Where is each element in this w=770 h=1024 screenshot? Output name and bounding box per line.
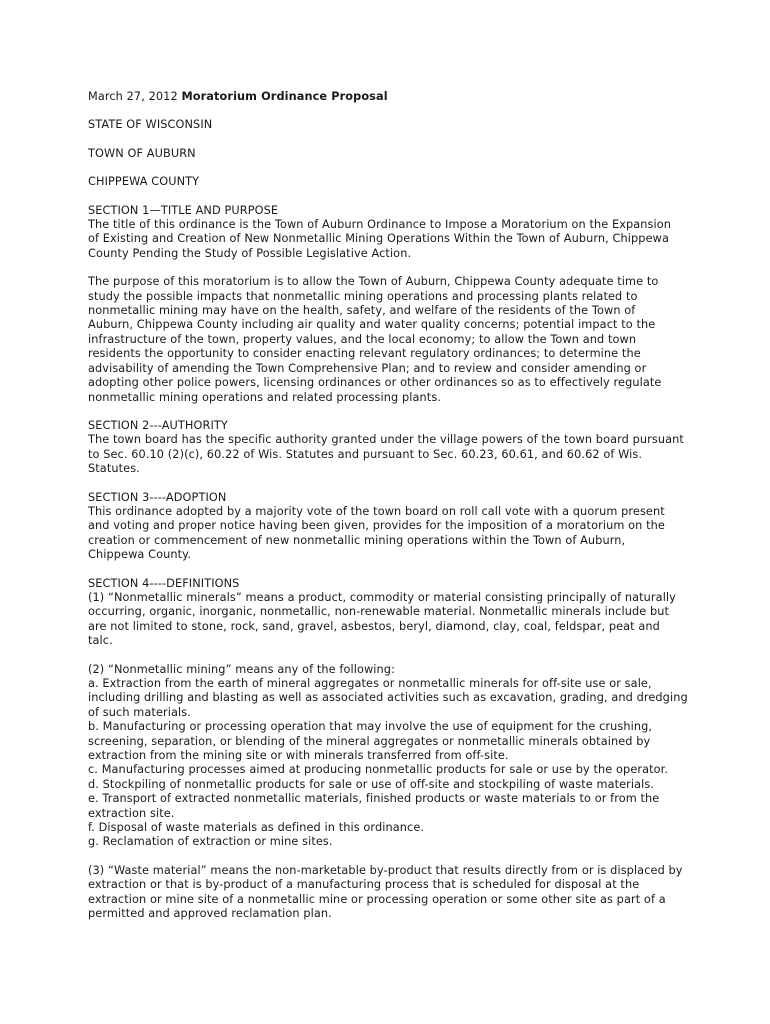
paragraph-line: County Pending the Study of Possible Legislative Action. xyxy=(88,246,412,260)
paragraph-line: of Existing and Creation of New Nonmetallic Mining Operations Within the Town of Auburn, Chippewa xyxy=(88,232,669,246)
definition-line: including drilling and blasting as well as associated activities such as excavation, grading, and dredging xyxy=(88,691,688,705)
definition-line: (2) “Nonmetallic mining” means any of the following: xyxy=(88,662,395,676)
section-heading: SECTION 2---AUTHORITY xyxy=(88,418,228,432)
definition-line: c. Manufacturing processes aimed at producing nonmetallic products for sale or use by the operator. xyxy=(88,763,669,777)
paragraph-line: residents the opportunity to consider enacting relevant regulatory ordinances; to determine the xyxy=(88,347,641,361)
section-1 xyxy=(88,204,688,262)
town-name: TOWN OF AUBURN xyxy=(88,146,196,160)
paragraph-line: study the possible impacts that nonmetallic mining operations and processing plants related to xyxy=(88,289,638,303)
definition-nonmetallic-mining xyxy=(88,663,688,850)
definition-line: extraction from the mining site or with minerals transferred from off-site. xyxy=(88,749,509,763)
paragraph-line: The purpose of this moratorium is to allow the Town of Auburn, Chippewa County adequate time to xyxy=(88,275,659,289)
section-2 xyxy=(88,419,688,477)
paragraph-line: infrastructure of the town, property values, and the local economy; to allow the Town and town xyxy=(88,332,637,346)
section-3 xyxy=(88,491,688,563)
definition-line: talc. xyxy=(88,634,113,648)
definition-line: extraction site. xyxy=(88,806,175,820)
section-4 xyxy=(88,577,688,649)
section-heading: SECTION 4----DEFINITIONS xyxy=(88,576,240,590)
definition-line: occurring, organic, inorganic, nonmetallic, non-renewable material. Nonmetallic minerals include but xyxy=(88,605,670,619)
definition-line: of such materials. xyxy=(88,705,191,719)
state-name: STATE OF WISCONSIN xyxy=(88,118,213,132)
paragraph-line: and voting and proper notice having been given, provides for the imposition of a moratorium on the xyxy=(88,519,665,533)
definition-line: d. Stockpiling of nonmetallic products for sale or use of off-site and stockpiling of waste materials. xyxy=(88,777,655,791)
paragraph-line: Auburn, Chippewa County including air quality and water quality concerns; potential impact to the xyxy=(88,318,656,332)
section-heading: SECTION 1—TITLE AND PURPOSE xyxy=(88,203,279,217)
definition-line: f. Disposal of waste materials as defined in this ordinance. xyxy=(88,821,425,835)
county-name: CHIPPEWA COUNTY xyxy=(88,175,200,189)
paragraph-line: Statutes. xyxy=(88,462,140,476)
definition-line: a. Extraction from the earth of mineral aggregates or nonmetallic minerals for off-site use or sale, xyxy=(88,677,652,690)
paragraph-line: advisability of amending the Town Comprehensive Plan; and to review and consider amending or xyxy=(88,361,647,375)
section-heading: SECTION 3----ADOPTION xyxy=(88,490,227,504)
paragraph-line: nonmetallic mining operations and related processing plants. xyxy=(88,390,441,404)
paragraph-line: The town board has the specific authority granted under the village powers of the town board pursuant xyxy=(88,433,684,447)
definition-waste-material xyxy=(88,864,688,922)
definition-line: screening, separation, or blending of the mineral aggregates or nonmetallic minerals obtained by xyxy=(88,734,651,748)
definition-line: g. Reclamation of extraction or mine sites. xyxy=(88,835,333,849)
definition-line: extraction or that is by-product of a manufacturing process that is scheduled for disposal at the xyxy=(88,878,640,892)
definition-line: extraction or mine site of a nonmetallic mine or processing operation or some other site as part of a xyxy=(88,892,666,906)
paragraph-line: adopting other police powers, licensing ordinances or other ordinances so as to effectively regulate xyxy=(88,376,662,390)
document-date: March 27, 2012 xyxy=(88,90,178,103)
paragraph-line: to Sec. 60.10 (2)(c), 60.22 of Wis. Statutes and pursuant to Sec. 60.23, 60.61, and 60.62 of Wis. xyxy=(88,447,643,461)
paragraph-line: nonmetallic mining may have on the health, safety, and welfare of the residents of the Town of xyxy=(88,304,636,318)
definition-line: b. Manufacturing or processing operation that may involve the use of equipment for the crushing, xyxy=(88,720,653,734)
paragraph-line: This ordinance adopted by a majority vote of the town board on roll call vote with a quorum present xyxy=(88,504,665,518)
paragraph-line: The title of this ordinance is the Town of Auburn Ordinance to Impose a Moratorium on the Expansion xyxy=(88,218,672,232)
paragraph-line: Chippewa County. xyxy=(88,548,192,562)
paragraph-line: creation or commencement of new nonmetallic mining operations within the Town of Auburn, xyxy=(88,533,626,547)
definition-line: e. Transport of extracted nonmetallic materials, finished products or waste materials to or from the xyxy=(88,792,660,806)
definition-line: (1) “Nonmetallic minerals” means a product, commodity or material consisting principally of naturally xyxy=(88,590,676,604)
definition-line: permitted and approved reclamation plan. xyxy=(88,907,332,921)
county-line xyxy=(88,175,688,189)
state-line xyxy=(88,118,688,132)
document-page xyxy=(88,90,688,936)
section-1-purpose xyxy=(88,275,688,405)
document-header xyxy=(88,90,688,104)
definition-line: are not limited to stone, rock, sand, gravel, asbestos, beryl, diamond, clay, coal, feldspar, peat and xyxy=(88,619,660,633)
definition-line: (3) “Waste material” means the non-marketable by-product that results directly from or is displaced by xyxy=(88,863,683,877)
town-line xyxy=(88,147,688,161)
document-title: Moratorium Ordinance Proposal xyxy=(181,90,388,103)
